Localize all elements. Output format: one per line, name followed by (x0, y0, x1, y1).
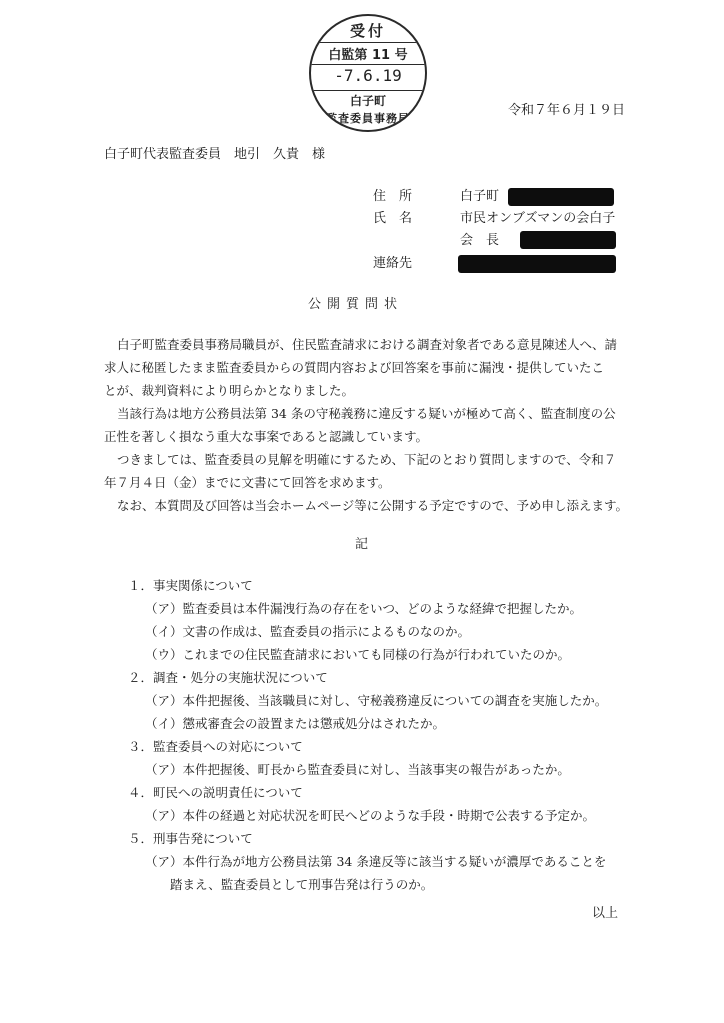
stamp-number-text: 白監第 11 号 (328, 48, 408, 63)
organization-name: 市民オンブズマンの会白子 (460, 211, 616, 226)
item-heading: ２．調査・処分の実施状況について (128, 670, 328, 685)
item-heading: ５．刑事告発について (128, 831, 253, 846)
stamp-office-text: 白子町 (349, 94, 386, 108)
redacted-address (508, 188, 614, 206)
closing-mark: 以上 (592, 906, 619, 921)
stamp-bottom-text: 監査委員事務局 (326, 112, 410, 125)
body-line: 求人に秘匿したまま監査委員からの質問内容および回答案を事前に漏洩・提供していたこ (104, 360, 605, 375)
item-sub: （ア）本件行為が地方公務員法第 34 条違反等に該当する疑いが濃厚であることを (145, 854, 607, 869)
name-label: 氏 名 (373, 211, 413, 226)
redacted-chair-name (520, 231, 616, 249)
body-line: 当該行為は地方公務員法第 34 条の守秘義務に違反する疑いが極めて高く、監査制度の公 (117, 406, 616, 421)
item-heading: ３．監査委員への対応について (128, 739, 303, 754)
stamp-date-text: -7.6.19 (334, 66, 402, 85)
body-line: つきましては、監査委員の見解を明確にするため、下記のとおり質問しますので、令和７ (117, 452, 617, 467)
body-line: 白子町監査委員事務局職員が、住民監査請求における調査対象者である意見陳述人へ、請 (117, 337, 618, 352)
chair-label: 会 長 (460, 233, 500, 248)
item-sub: （ア）監査委員は本件漏洩行為の存在をいつ、どのような経緯で把握したか。 (145, 601, 583, 616)
item-sub: （ア）本件の経過と対応状況を町民へどのような手段・時期で公表する予定か。 (145, 808, 596, 823)
body-line: 正性を著しく損なう重大な事案であると認識しています。 (104, 429, 429, 444)
item-sub: （イ）文書の作成は、監査委員の指示によるものなのか。 (145, 624, 471, 639)
address-value: 白子町 (460, 189, 500, 204)
item-sub: （イ）懲戒審査会の設置または懲戒処分はされたか。 (145, 716, 446, 731)
address-label: 住 所 (373, 189, 413, 204)
redacted-contact (458, 255, 616, 273)
body-line: なお、本質問及び回答は当会ホームページ等に公開する予定ですので、予め申し添えます。 (117, 498, 629, 513)
item-sub: （ア）本件把握後、当該職員に対し、守秘義務違反についての調査を実施したか。 (145, 693, 608, 708)
item-sub: （ウ）これまでの住民監査請求においても同様の行為が行われていたのか。 (145, 647, 571, 662)
contact-label: 連絡先 (373, 256, 413, 271)
stamp-top-text: 受付 (349, 22, 386, 40)
document-date: 令和７年６月１９日 (508, 103, 626, 118)
item-sub-continuation: 踏まえ、監査委員として刑事告発は行うのか。 (170, 877, 434, 892)
reception-stamp (309, 14, 427, 132)
item-heading: ４．町民への説明責任について (128, 785, 303, 800)
item-sub: （ア）本件把握後、町長から監査委員に対し、当該事実の報告があったか。 (145, 762, 570, 777)
addressee: 白子町代表監査委員 地引 久貴 様 (104, 147, 326, 162)
ki-marker: 記 (355, 537, 369, 552)
item-heading: １．事実関係について (128, 578, 253, 593)
body-line: 年７月４日（金）までに文書にて回答を求めます。 (104, 475, 391, 490)
document-title: 公開質問状 (308, 297, 404, 312)
body-line: とが、裁判資料により明らかとなりました。 (104, 383, 355, 398)
